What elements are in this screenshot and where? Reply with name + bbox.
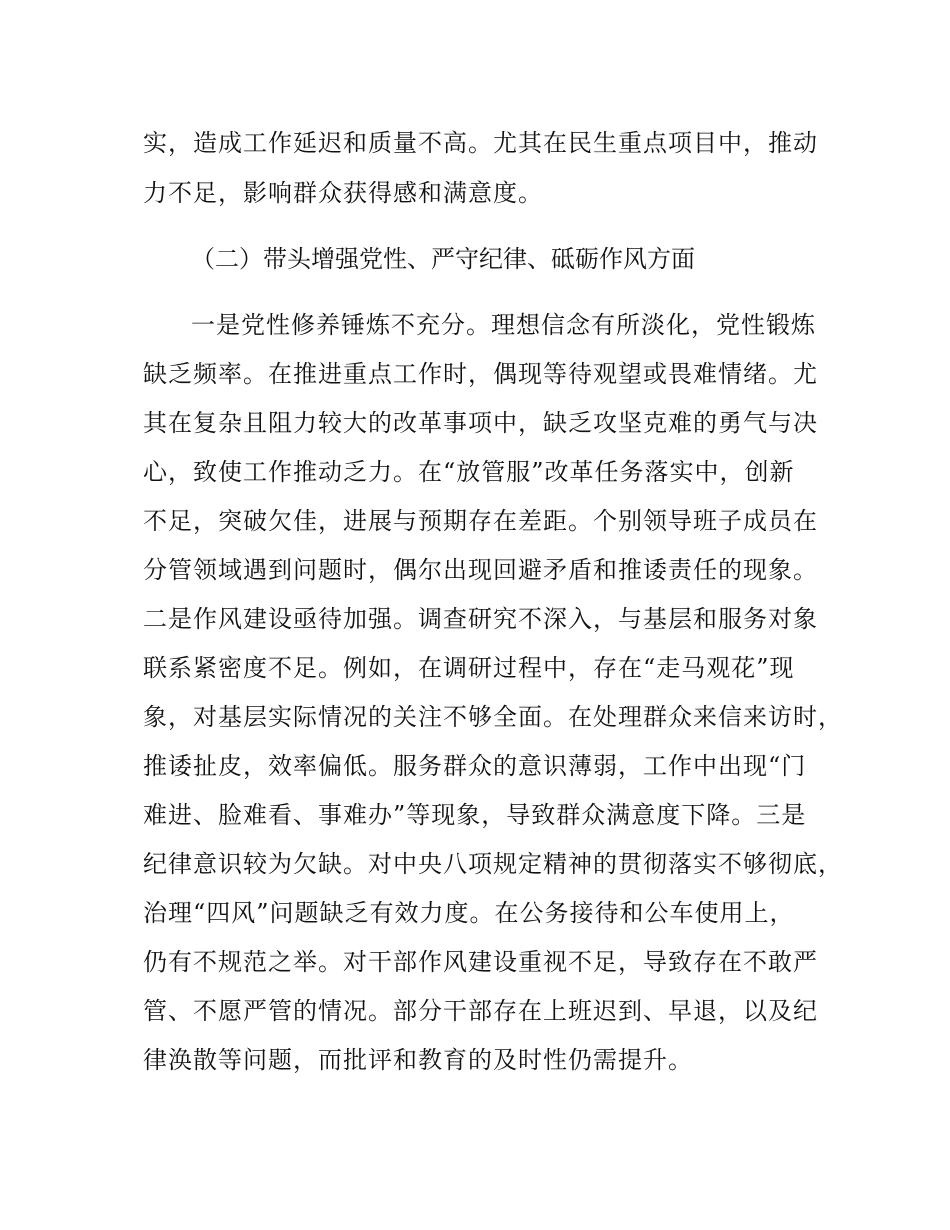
paragraph-line-13: 治理“四风”问题缺乏有效力度。在公务接待和公车使用上， <box>143 899 795 927</box>
paragraph-line-8: 联系紧密度不足。例如，在调研过程中，存在“走马观花”现 <box>143 654 795 682</box>
paragraph-line-5: 不足，突破欠佳，进展与预期存在差距。个别领导班子成员在 <box>143 507 818 535</box>
paragraph-line-1: 一是党性修养锤炼不充分。理想信念有所淡化，党性锻炼 <box>191 311 816 339</box>
paragraph-line-4: 心，致使工作推动乏力。在“放管服”改革任务落实中，创新 <box>143 458 795 486</box>
paragraph-line-6: 分管领域遇到问题时，偶尔出现回避矛盾和推诿责任的现象。 <box>143 556 818 584</box>
paragraph-line-3: 其在复杂且阻力较大的改革事项中，缺乏攻坚克难的勇气与决 <box>143 409 818 437</box>
intro-line-2: 力不足，影响群众获得感和满意度。 <box>143 179 543 207</box>
paragraph-line-16: 律涣散等问题，而批评和教育的及时性仍需提升。 <box>143 1046 693 1074</box>
paragraph-line-2: 缺乏频率。在推进重点工作时，偶现等待观望或畏难情绪。尤 <box>143 360 818 388</box>
paragraph-line-15: 管、不愿严管的情况。部分干部存在上班迟到、早退，以及纪 <box>143 997 818 1025</box>
paragraph-line-9: 象，对基层实际情况的关注不够全面。在处理群众来信来访时， <box>143 703 843 731</box>
paragraph-line-12: 纪律意识较为欠缺。对中央八项规定精神的贯彻落实不够彻底， <box>143 850 843 878</box>
paragraph-line-7: 二是作风建设亟待加强。调查研究不深入，与基层和服务对象 <box>143 605 818 633</box>
paragraph-line-14: 仍有不规范之举。对干部作风建设重视不足，导致存在不敢严 <box>143 948 818 976</box>
paragraph-line-11: 难进、脸难看、事难办”等现象，导致群众满意度下降。三是 <box>143 801 807 829</box>
section-heading: （二）带头增强党性、严守纪律、砥砺作风方面 <box>191 245 695 273</box>
intro-line-1: 实，造成工作延迟和质量不高。尤其在民生重点项目中，推动 <box>143 129 818 157</box>
paragraph-line-10: 推诿扯皮，效率偏低。服务群众的意识薄弱，工作中出现“门 <box>143 752 807 780</box>
